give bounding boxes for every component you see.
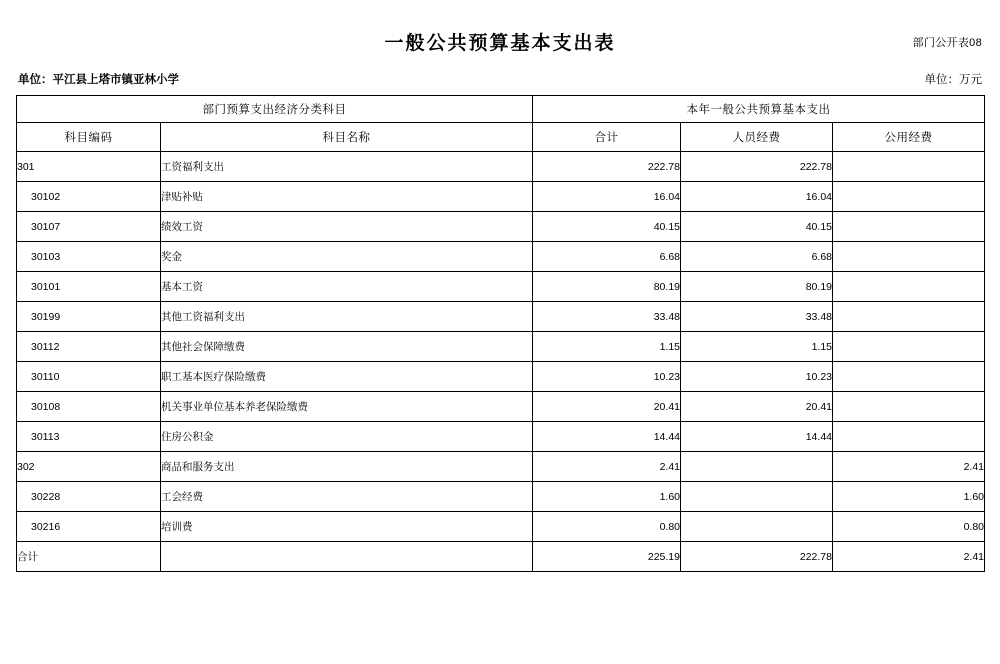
table-header: [17, 96, 985, 152]
table-row: [17, 152, 985, 182]
column-header-public: 公用经费: [833, 123, 985, 152]
cell-personnel-expense: 40.15: [681, 212, 833, 242]
cell-public-expense: 1.60: [833, 482, 985, 512]
cell-total: 20.41: [533, 392, 681, 422]
table-row: [17, 362, 985, 392]
cell-public-expense: 2.41: [833, 452, 985, 482]
cell-subject-name: 其他社会保障缴费: [161, 332, 533, 362]
cell-total: 33.48: [533, 302, 681, 332]
table-row: [17, 392, 985, 422]
cell-subject-code: 30199: [17, 302, 161, 332]
cell-subject-name: 奖金: [161, 242, 533, 272]
cell-public-expense: [833, 212, 985, 242]
page-title: 一般公共预算基本支出表: [384, 33, 616, 54]
cell-subject-name: 基本工资: [161, 272, 533, 302]
cell-subject-code: 30102: [17, 182, 161, 212]
meta-row: [16, 71, 984, 87]
cell-total: 80.19: [533, 272, 681, 302]
cell-subject-code: 合计: [17, 542, 161, 572]
column-header-code: 科目编码: [17, 123, 161, 152]
cell-subject-code: 30216: [17, 512, 161, 542]
cell-personnel-expense: [681, 482, 833, 512]
cell-public-expense: [833, 242, 985, 272]
document-page: [0, 28, 1000, 664]
cell-subject-code: 30108: [17, 392, 161, 422]
cell-total: 6.68: [533, 242, 681, 272]
cell-subject-code: 301: [17, 152, 161, 182]
table-row: [17, 542, 985, 572]
cell-total: 1.15: [533, 332, 681, 362]
cell-total: 0.80: [533, 512, 681, 542]
cell-subject-name: 工资福利支出: [161, 152, 533, 182]
table-body: [17, 152, 985, 572]
cell-public-expense: [833, 152, 985, 182]
cell-subject-code: 30113: [17, 422, 161, 452]
group-header-expenditure-category: 部门预算支出经济分类科目: [17, 96, 533, 123]
cell-personnel-expense: 6.68: [681, 242, 833, 272]
unit-label: 单位：平江县上塔市镇亚林小学: [18, 74, 179, 86]
cell-subject-code: 30101: [17, 272, 161, 302]
cell-subject-code: 30228: [17, 482, 161, 512]
cell-subject-name: 住房公积金: [161, 422, 533, 452]
cell-public-expense: [833, 302, 985, 332]
budget-table: [16, 95, 985, 572]
cell-public-expense: [833, 182, 985, 212]
cell-subject-name: 绩效工资: [161, 212, 533, 242]
cell-public-expense: [833, 392, 985, 422]
cell-personnel-expense: 222.78: [681, 152, 833, 182]
cell-total: 1.60: [533, 482, 681, 512]
cell-total: 14.44: [533, 422, 681, 452]
cell-subject-name: 津贴补贴: [161, 182, 533, 212]
cell-subject-code: 30103: [17, 242, 161, 272]
cell-personnel-expense: [681, 452, 833, 482]
cell-total: 225.19: [533, 542, 681, 572]
cell-public-expense: [833, 332, 985, 362]
cell-subject-name: 机关事业单位基本养老保险缴费: [161, 392, 533, 422]
cell-public-expense: 2.41: [833, 542, 985, 572]
table-row: [17, 302, 985, 332]
cell-subject-code: 30110: [17, 362, 161, 392]
cell-total: 10.23: [533, 362, 681, 392]
table-row: [17, 482, 985, 512]
cell-total: 40.15: [533, 212, 681, 242]
column-header-personnel: 人员经费: [681, 123, 833, 152]
amount-unit-label: 单位：万元: [924, 74, 982, 86]
table-row: [17, 272, 985, 302]
cell-total: 16.04: [533, 182, 681, 212]
cell-personnel-expense: 14.44: [681, 422, 833, 452]
cell-subject-name: 培训费: [161, 512, 533, 542]
table-row: [17, 452, 985, 482]
cell-personnel-expense: 16.04: [681, 182, 833, 212]
table-row: [17, 422, 985, 452]
cell-personnel-expense: 10.23: [681, 362, 833, 392]
cell-public-expense: [833, 362, 985, 392]
document-reference: 部门公开表08: [912, 37, 982, 49]
cell-public-expense: 0.80: [833, 512, 985, 542]
cell-total: 2.41: [533, 452, 681, 482]
column-header-name: 科目名称: [161, 123, 533, 152]
cell-subject-name: 工会经费: [161, 482, 533, 512]
cell-subject-code: 30107: [17, 212, 161, 242]
column-header-total: 合计: [533, 123, 681, 152]
cell-public-expense: [833, 422, 985, 452]
cell-personnel-expense: 1.15: [681, 332, 833, 362]
cell-total: 222.78: [533, 152, 681, 182]
cell-subject-name: [161, 542, 533, 572]
table-row: [17, 242, 985, 272]
table-row: [17, 212, 985, 242]
cell-personnel-expense: 20.41: [681, 392, 833, 422]
table-row: [17, 182, 985, 212]
cell-subject-name: 其他工资福利支出: [161, 302, 533, 332]
cell-personnel-expense: 80.19: [681, 272, 833, 302]
table-row: [17, 512, 985, 542]
table-column-header-row: [17, 123, 985, 152]
table-group-header-row: [17, 96, 985, 123]
cell-subject-code: 30112: [17, 332, 161, 362]
cell-personnel-expense: [681, 512, 833, 542]
cell-public-expense: [833, 272, 985, 302]
cell-personnel-expense: 222.78: [681, 542, 833, 572]
group-header-current-year-budget: 本年一般公共预算基本支出: [533, 96, 985, 123]
cell-personnel-expense: 33.48: [681, 302, 833, 332]
cell-subject-name: 职工基本医疗保险缴费: [161, 362, 533, 392]
cell-subject-name: 商品和服务支出: [161, 452, 533, 482]
table-row: [17, 332, 985, 362]
cell-subject-code: 302: [17, 452, 161, 482]
